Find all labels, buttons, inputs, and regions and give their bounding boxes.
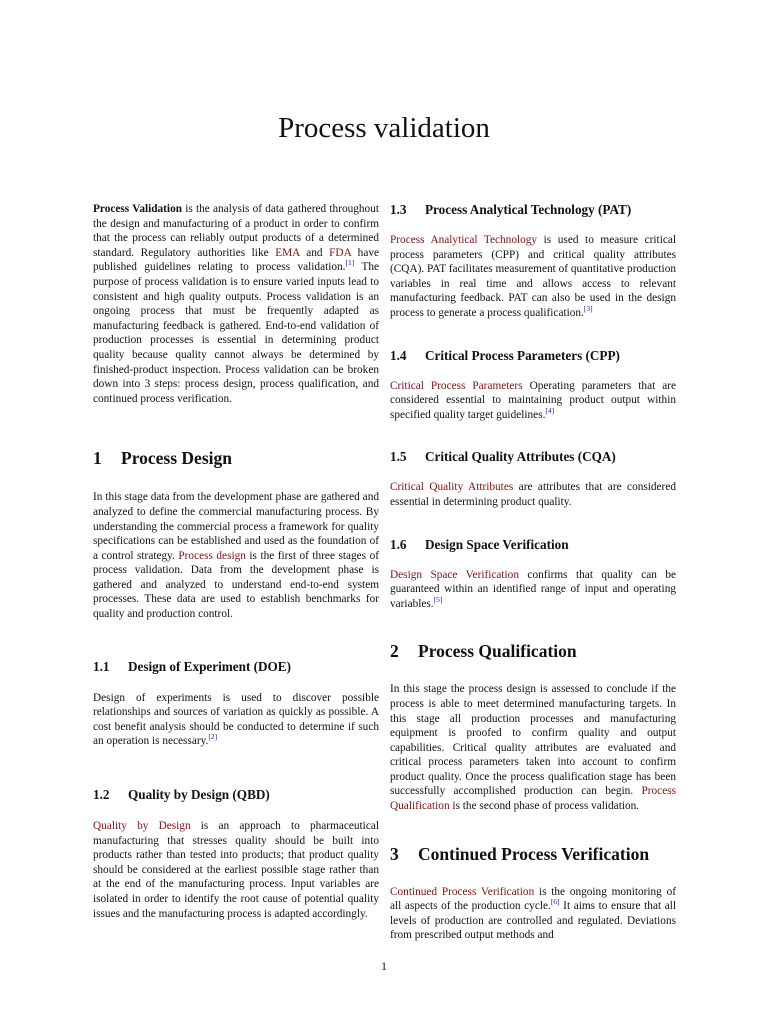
intro-term: Process Validation xyxy=(93,203,183,215)
ref-5-link[interactable]: [5] xyxy=(433,594,443,604)
process-design-link[interactable]: Process design xyxy=(178,549,246,562)
continued-process-verification-link[interactable]: Continued Process Verification xyxy=(390,885,535,898)
section-1-1-text: Design of experiments is used to discover possible relationships and sources of variation as quickly as possible. A cost benefit analysis should be conducted to determine if such an operation is necessary. xyxy=(93,691,379,748)
section-1-1-paragraph xyxy=(93,691,379,749)
section-2-number: 2 xyxy=(390,641,399,662)
section-1-1-title: Design of Experiment (DOE) xyxy=(128,658,291,674)
ref-4-link[interactable]: [4] xyxy=(545,405,555,415)
section-1-3-paragraph xyxy=(390,233,676,321)
section-1-6-heading xyxy=(390,537,676,553)
section-1-3-title: Process Analytical Technology (PAT) xyxy=(425,202,632,217)
section-1-4-text: Operating parameters that are considered essential to maintaining product output within specified quality target guidelines. xyxy=(390,379,677,421)
section-1-2-text: is an approach to pharmaceutical manufacturing that stresses quality should be built into products rather than tested into products; that product quality should be considered at the earliest possible stage rather than at the end of the manufacturing process. Input variables are isolated in order to identify the root cause of potential quality issues and the manufacturing process is adapted accordingly. xyxy=(93,820,379,920)
section-3-number: 3 xyxy=(390,843,399,864)
section-1-4-title: Critical Process Parameters (CPP) xyxy=(425,347,620,363)
section-1-6-number: 1.6 xyxy=(390,536,407,552)
section-1-1-heading xyxy=(93,659,379,675)
intro-text-3: The purpose of process validation is to ensure varied inputs lead to consistent and high quality outputs. Process validation is an ongoing process that must be frequently adapted as manufacturing feedback is gathered. End-to-end validation of production processes is essential in determining product quality because quality cannot always be determined by finished-product inspection. Process validation can be broken down into 3 steps: process design, process qualification, and continued process verification. xyxy=(93,261,380,405)
process-qualification-link[interactable]: Process Qualification xyxy=(390,785,676,813)
section-1-3-number: 1.3 xyxy=(390,202,407,217)
page-title: Process validation xyxy=(278,112,490,144)
ref-1-link[interactable]: [1] xyxy=(345,258,355,268)
section-1-1-number: 1.1 xyxy=(93,658,110,674)
section-3-text-1: is the ongoing monitoring of all aspects of the production cycle. xyxy=(390,885,676,913)
section-1-5-paragraph xyxy=(390,480,676,509)
section-1-2-title: Quality by Design (QBD) xyxy=(128,787,270,803)
section-1-5-text: are attributes that are considered essential in determining product quality. xyxy=(390,481,676,508)
right-column xyxy=(390,202,676,943)
section-3-heading xyxy=(390,844,676,865)
intro-paragraph xyxy=(93,202,379,406)
section-1-5-heading xyxy=(390,449,676,465)
section-1-text-1: In this stage data from the development phase are gathered and analyzed to define the commercial manufacturing process. By understanding the commercial process a framework for quality specifications can be established and used as the foundation of a control strategy. xyxy=(93,491,379,562)
section-2-paragraph xyxy=(390,682,676,813)
section-1-4-number: 1.4 xyxy=(390,347,407,363)
section-3-title: Continued Process Verification xyxy=(418,843,650,864)
section-1-5-title: Critical Quality Attributes (CQA) xyxy=(425,449,616,465)
section-1-text-2: is the first of three stages of process validation. Data from the development phase is gathered and analyzed to understand end-to-end system processes. These data are used to establish benchmarks for quality and production control. xyxy=(93,549,379,621)
ref-3-link[interactable]: [3] xyxy=(583,304,593,314)
ref-2-link[interactable]: [2] xyxy=(208,732,218,742)
section-1-title: Process Design xyxy=(121,448,232,469)
intro-text-2: have published guidelines relating to process validation. xyxy=(93,246,379,274)
section-2-text-2: is the second phase of process validation. xyxy=(449,800,640,813)
section-2-text-1: In this stage the process design is assessed to conclude if the process is able to meet determined manufacturing targets. In this stage all production processes and manufacturing equipment is proofed to confirm quality and output capabilities. Critical quality attributes are evaluated and critical process parameters taken into account to confirm product quality. Once the process qualification stage has been successfully accomplished production can begin. xyxy=(390,683,676,798)
section-1-3-heading xyxy=(390,202,676,218)
section-1-2-number: 1.2 xyxy=(93,787,110,803)
section-2-heading xyxy=(390,641,676,662)
ema-link[interactable]: EMA xyxy=(275,246,300,259)
cpp-link[interactable]: Critical Process Parameters xyxy=(390,379,523,392)
section-1-5-number: 1.5 xyxy=(390,449,407,465)
intro-and: and xyxy=(299,246,330,259)
section-1-2-paragraph xyxy=(93,819,379,921)
section-1-6-paragraph xyxy=(390,568,676,612)
section-1-number: 1 xyxy=(93,448,102,469)
ref-6-link[interactable]: [6] xyxy=(550,897,560,907)
section-1-2-heading xyxy=(93,787,379,803)
pat-link[interactable]: Process Analytical Technology xyxy=(390,234,538,246)
intro-text-1: is the analysis of data gathered throughout the design and manufacturing of a product in order to confirm that the process can reliably output products of a determined standard. Regulatory authorities like xyxy=(93,203,379,259)
left-column xyxy=(93,202,379,921)
design-space-verification-link[interactable]: Design Space Verification xyxy=(390,568,519,581)
quality-by-design-link[interactable]: Quality by Design xyxy=(93,820,191,833)
page-number: 1 xyxy=(381,959,387,973)
section-2-title: Process Qualification xyxy=(418,641,577,662)
fda-link[interactable]: FDA xyxy=(329,246,352,259)
section-1-4-heading xyxy=(390,348,676,364)
section-1-3-text: is used to measure critical process parameters (CPP) and critical quality attributes (CQA). PAT facilitates measurement of quantitative production variables in real time and allows access to relevant manufacturing feedback. PAT can also be used in the design process to generate a process qualification. xyxy=(390,234,676,319)
cqa-link[interactable]: Critical Quality Attributes xyxy=(390,481,514,494)
section-3-paragraph xyxy=(390,885,676,943)
section-1-4-paragraph xyxy=(390,379,676,423)
section-3-text-2: It aims to ensure that all levels of production are controlled and regulated. Deviations from prescribed output methods and xyxy=(390,900,677,942)
section-1-heading xyxy=(93,448,379,469)
section-1-6-text: confirms that quality can be guaranteed within an identified range of input and operating variables. xyxy=(390,568,676,610)
section-1-6-title: Design Space Verification xyxy=(425,536,569,552)
section-1-paragraph xyxy=(93,490,379,621)
